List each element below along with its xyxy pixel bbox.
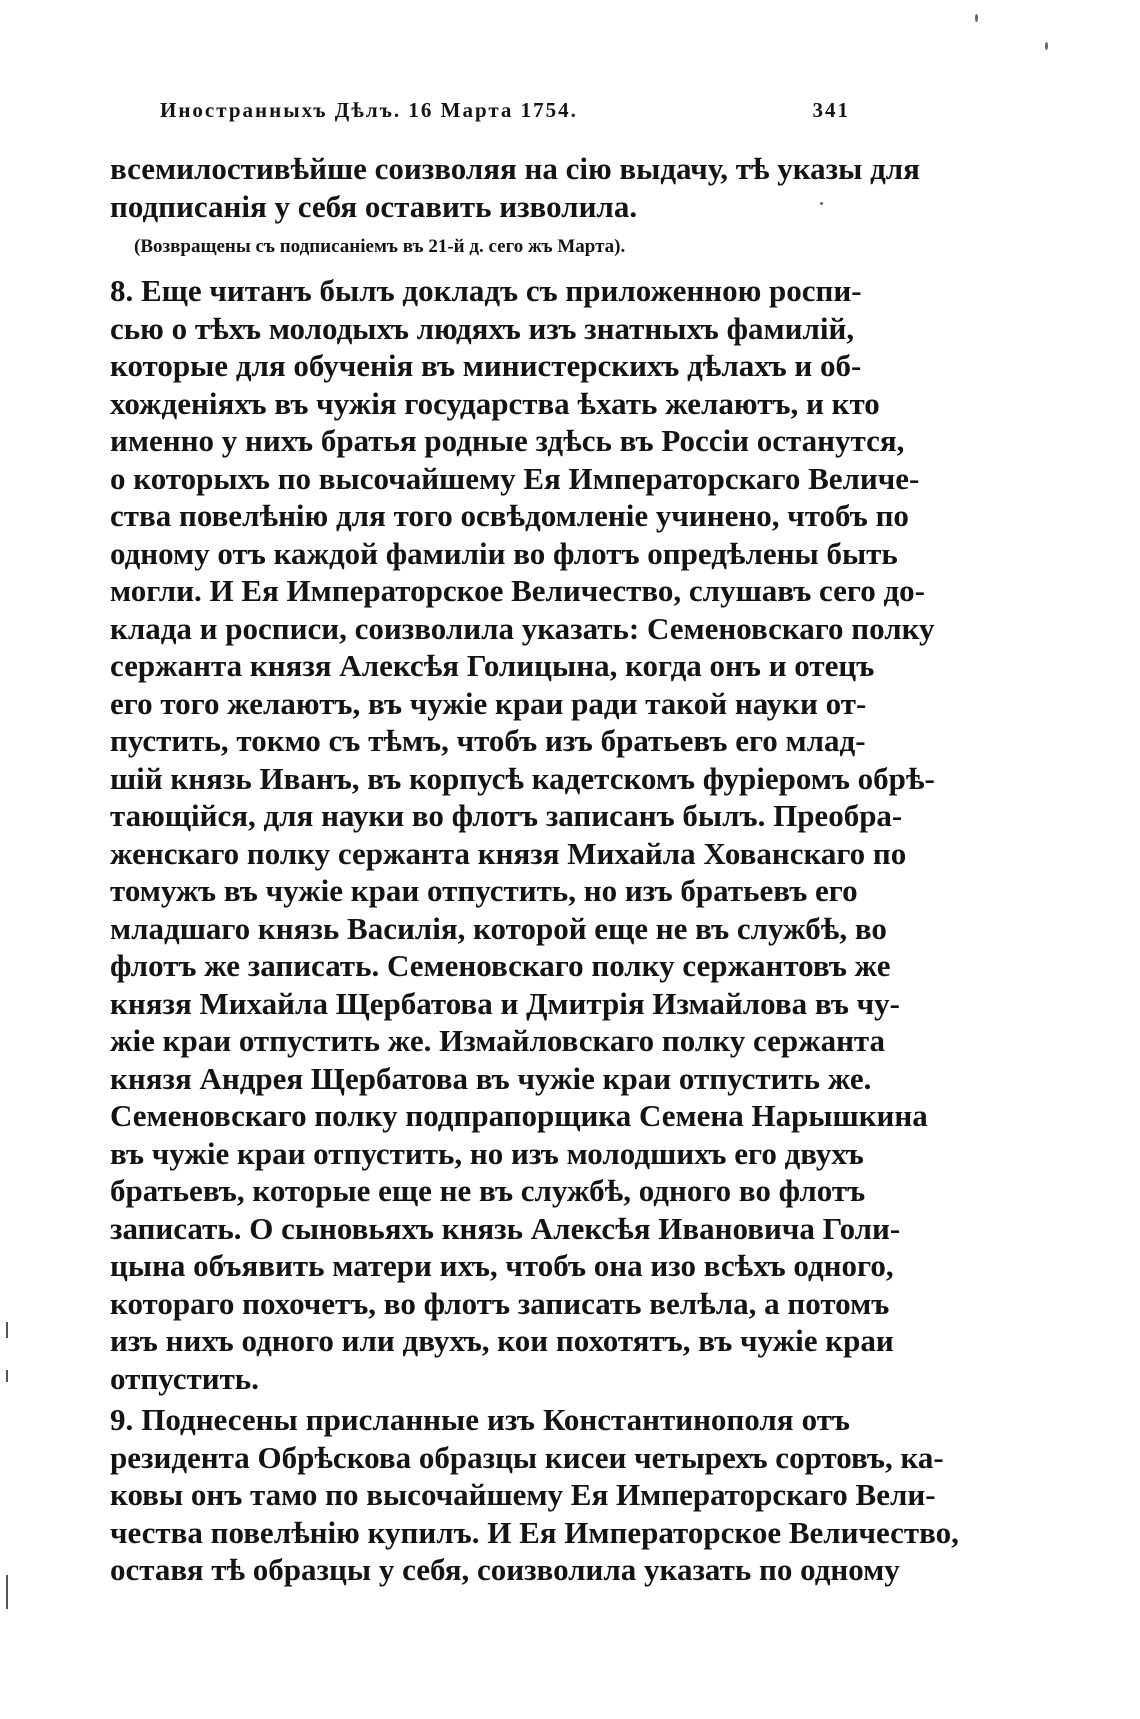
scan-speck bbox=[975, 14, 978, 22]
paragraph-9-line: 9. Поднесены присланные изъ Константинополя отъ bbox=[110, 1402, 850, 1437]
opening-paragraph bbox=[110, 150, 920, 225]
paragraph-8-line: ства повелѣнію для того освѣдомленіе учинено, чтобъ по bbox=[110, 498, 909, 533]
opening-line: подписанія у себя оставить изволила. bbox=[110, 188, 638, 224]
paragraph-8-line: Семеновскаго полку подпрапорщика Семена Нарышкина bbox=[110, 1098, 928, 1133]
paragraph-8-line: въ чужіе краи отпустить, но изъ молодшихъ его двухъ bbox=[110, 1135, 864, 1171]
opening-line: всемилостивѣйше соизволяя на сію выдачу, тѣ указы для bbox=[110, 151, 920, 186]
scan-speck bbox=[820, 202, 823, 205]
paragraph-8-line: сью о тѣхъ молодыхъ людяхъ изъ знатныхъ фамилій, bbox=[110, 310, 855, 346]
paragraph-9-line: чества повелѣнію купилъ. И Ея Императорское Величество, bbox=[110, 1514, 959, 1550]
body-text bbox=[110, 150, 959, 1589]
paragraph-8-line: клада и росписи, соизволила указать: Семеновскаго полку bbox=[110, 610, 935, 646]
margin-scan-mark bbox=[6, 1575, 8, 1609]
page-number: 341 bbox=[812, 98, 850, 122]
paragraph-8-line: 8. Еще читанъ былъ докладъ съ приложенною роспи- bbox=[110, 273, 862, 308]
return-note: (Возвращены съ подписаніемъ въ 21-й д. сего жъ Марта). bbox=[134, 236, 626, 257]
paragraph-8-line: изъ нихъ одного или двухъ, кои похотятъ, въ чужіе краи bbox=[110, 1323, 894, 1358]
paragraph-8-line: князя Андрея Щербатова въ чужіе краи отпустить же. bbox=[110, 1060, 872, 1096]
paragraph-9 bbox=[110, 1401, 959, 1589]
paragraph-9-line: оставя тѣ образцы у себя, соизволила указать по одному bbox=[110, 1552, 900, 1587]
scan-speck bbox=[1045, 42, 1048, 50]
paragraph-8-line: шій князь Иванъ, въ корпусѣ кадетскомъ фуріеромъ обрѣ- bbox=[110, 760, 935, 796]
paragraph-8-line: пустить, токмо съ тѣмъ, чтобъ изъ братьевъ его млад- bbox=[110, 723, 866, 758]
paragraph-8-line: хожденіяхъ въ чужія государства ѣхать желаютъ, и кто bbox=[110, 385, 880, 421]
paragraph-9-line: ковы онъ тамо по высочайшему Ея Императорскаго Вели- bbox=[110, 1477, 936, 1512]
running-head bbox=[160, 92, 850, 132]
paragraph-8-line: жіе краи отпустить же. Измайловскаго полку сержанта bbox=[110, 1023, 886, 1058]
paragraph-8-line: котораго похочетъ, во флотъ записать велѣла, а потомъ bbox=[110, 1285, 890, 1321]
paragraph-8-line: записать. О сыновьяхъ князь Алексѣя Ивановича Голи- bbox=[110, 1210, 901, 1246]
paragraph-8-line: именно у нихъ братья родные здѣсь въ Россіи останутся, bbox=[110, 423, 905, 458]
paragraph-8-line: флотъ же записать. Семеновскаго полку сержантовъ же bbox=[110, 948, 891, 983]
paragraph-8-line: томужъ въ чужіе краи отпустить, но изъ братьевъ его bbox=[110, 873, 858, 908]
paragraph-8-line: которые для обученія въ министерскихъ дѣлахъ и об- bbox=[110, 348, 862, 383]
paragraph-8-line: одному отъ каждой фамиліи во флотъ опредѣлены быть bbox=[110, 535, 898, 571]
paragraph-8-line: могли. И Ея Императорское Величество, слушавъ сего до- bbox=[110, 573, 925, 608]
paragraph-8-line: сержанта князя Алексѣя Голицына, когда онъ и отецъ bbox=[110, 648, 875, 683]
paragraph-8-line: о которыхъ по высочайшему Ея Императорскаго Величе- bbox=[110, 460, 920, 496]
paragraph-8-line: женскаго полку сержанта князя Михайла Хованскаго по bbox=[110, 835, 907, 871]
margin-scan-mark bbox=[6, 1322, 8, 1338]
paragraph-8-line: братьевъ, которые еще не въ службѣ, одного во флотъ bbox=[110, 1173, 866, 1208]
paragraph-8-line: тающійся, для науки во флотъ записанъ былъ. Преобра- bbox=[110, 798, 903, 833]
margin-scan-mark bbox=[6, 1370, 8, 1382]
running-title: Иностранныхъ Дѣлъ. 16 Марта 1754. bbox=[160, 98, 578, 122]
paragraph-8-line: цына объявить матери ихъ, чтобъ она изо всѣхъ одного, bbox=[110, 1248, 894, 1283]
paragraph-9-line: резидента Обрѣскова образцы кисеи четырехъ сортовъ, ка- bbox=[110, 1439, 944, 1475]
paragraph-8-line: его того желаютъ, въ чужіе краи ради такой науки от- bbox=[110, 685, 867, 721]
paragraph-8-line: князя Михайла Щербатова и Дмитрія Измайлова въ чу- bbox=[110, 985, 900, 1021]
paragraph-8 bbox=[110, 272, 935, 1397]
paragraph-8-line: отпустить. bbox=[110, 1360, 259, 1396]
paragraph-8-line: младшаго князь Василія, которой еще не въ службѣ, во bbox=[110, 910, 887, 946]
